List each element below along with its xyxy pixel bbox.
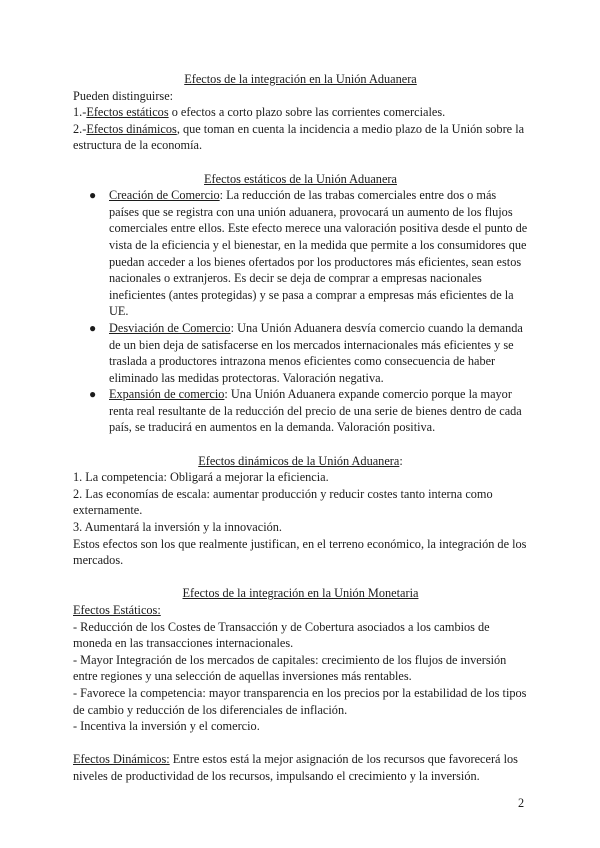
static-effects-list	[73, 187, 528, 436]
list-item-efectos-dinamicos: 2.-Efectos dinámicos, que toman en cuenta la incidencia a medio plazo de la Unión sobre la estructura de la economía.	[73, 121, 525, 153]
list-item: ● Desviación de Comercio: Una Unión Aduanera desvía comercio cuando la demanda de un bien deja de satisfacerse en los mercados internacionales más eficientes y se traslada a productores intrazona menos eficientes como consecuencia de haber eliminado las medidas protectoras. Valoración negativa.	[89, 320, 523, 385]
closing-paragraph: Estos efectos son los que realmente justifican, en el terreno económico, la integración de los mercados.	[73, 536, 527, 568]
term-desviacion-comercio: Desviación de Comercio	[109, 320, 231, 335]
dynamic-effects-paragraph: Efectos Dinámicos: Entre estos está la mejor asignación de los recursos que favorecerá los niveles de productividad de los recursos, impulsando el crecimiento y la inversión.	[73, 752, 518, 783]
section-title-union-aduanera: Efectos de la integración en la Unión Aduanera	[184, 72, 417, 86]
list-item: - Reducción de los Costes de Transacción y de Cobertura asociados a los cambios de moneda en las transacciones internacionales.	[73, 619, 490, 651]
section-title-efectos-estaticos: Efectos estáticos de la Unión Aduanera	[204, 171, 397, 186]
bullet-icon: ●	[89, 320, 97, 335]
bullet-icon: ●	[89, 387, 97, 402]
intro-text: Pueden distinguirse:	[73, 88, 174, 103]
term-creacion-comercio: Creación de Comercio	[109, 188, 220, 203]
subtitle-efectos-dinamicos: Efectos Dinámicos:	[73, 752, 170, 767]
list-item: 1. La competencia: Obligará a mejorar la eficiencia.	[73, 470, 329, 485]
list-item-efectos-estaticos: 1.-Efectos estáticos o efectos a corto plazo sobre las corrientes comerciales.	[73, 105, 446, 120]
subtitle-efectos-estaticos: Efectos Estáticos:	[73, 603, 161, 617]
list-item: - Mayor Integración de los mercados de capitales: crecimiento de los flujos de inversión entre regiones y una selección de aquellas inversiones más rentables.	[73, 652, 507, 684]
list-item: ● Expansión de comercio: Una Unión Aduanera expande comercio porque la mayor renta real resultante de la reducción del precio de una serie de bienes dentro de cada país, se traducirá en aumentos en la demanda. Valoración positiva.	[89, 387, 522, 435]
section-title-union-monetaria: Efectos de la integración en la Unión Monetaria	[182, 586, 419, 601]
list-item: 2. Las economías de escala: aumentar producción y reducir costes tanto interna como externamente.	[73, 486, 493, 518]
list-item: ● Creación de Comercio: La reducción de las trabas comerciales entre dos o más países que se registra con una unión aduanera, provocará un aumento de los flujos comerciales entre ellos. Este efecto merece una valoración positiva desde el punto de vista de la eficiencia y el bienestar, en la medida que permite a los consumidores que puedan acceder a los bienes ofertados por los productores más eficientes, sean estos nacionales o extranjeros. Es decir se deja de comprar a empresas nacionales ineficientes (antes protegidas) y se pasa a comprar a empresas más eficientes de la UE.	[89, 188, 528, 319]
efectos-estaticos-link[interactable]: Efectos estáticos	[86, 105, 169, 120]
section-title-efectos-dinamicos: Efectos dinámicos de la Unión Aduanera:	[198, 453, 403, 468]
list-item: - Incentiva la inversión y el comercio.	[73, 719, 260, 734]
efectos-dinamicos-link[interactable]: Efectos dinámicos	[86, 121, 177, 136]
term-expansion-comercio: Expansión de comercio	[109, 387, 225, 402]
list-item: - Favorece la competencia: mayor transparencia en los precios por la estabilidad de los tipos de cambio y reducción de los diferenciales de inflación.	[73, 685, 527, 717]
page-content	[73, 71, 528, 785]
page-number: 2	[518, 796, 525, 810]
bullet-icon: ●	[89, 188, 97, 203]
list-item: 3. Aumentará la inversión y la innovación.	[73, 520, 282, 535]
